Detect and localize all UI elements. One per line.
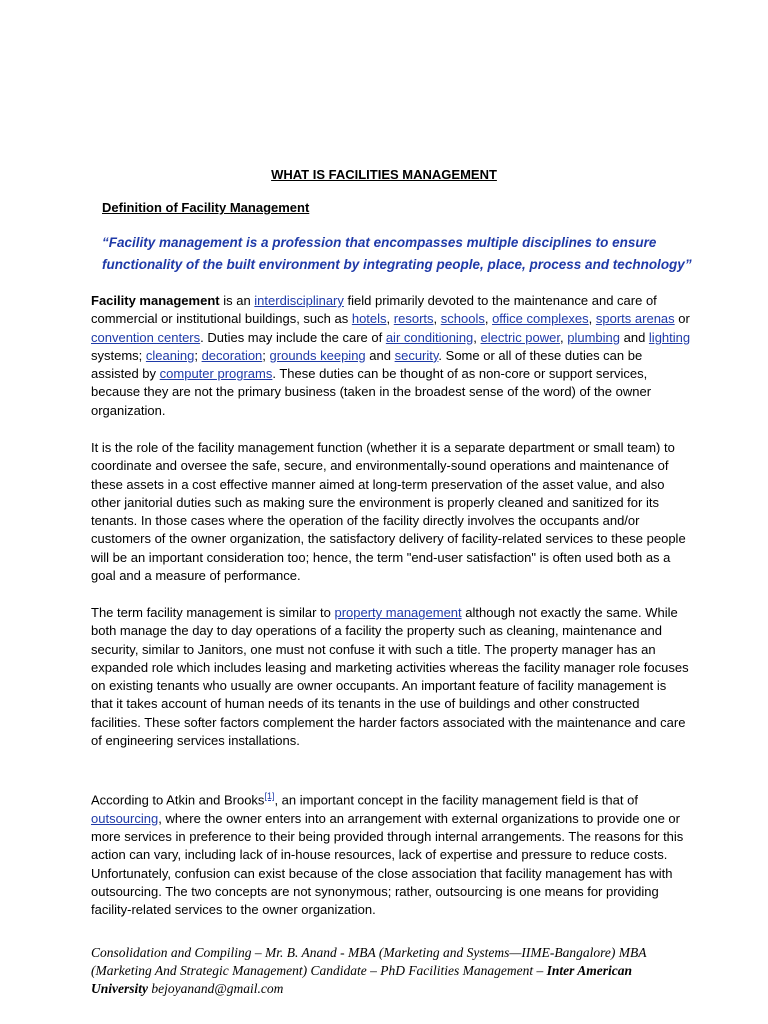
link-electric-power[interactable]: electric power [480,329,560,345]
paragraph-1 [91,292,691,420]
text-run: The term facility management is similar to [91,605,335,620]
text-run: . Duties may include the care of [200,329,386,345]
text-run: . Some or all of these duties can be assisted by [91,347,643,382]
text-run: and [620,329,649,345]
link-convention-centers[interactable]: convention centers [91,329,201,345]
text-run: or [674,311,690,327]
link-cleaning[interactable]: cleaning [145,347,195,363]
page-title: WHAT IS FACILITIES MANAGEMENT [271,167,497,182]
text-run: ; [262,347,270,363]
paragraph-4 [91,787,691,919]
link-hotels[interactable]: hotels [351,311,387,327]
definition-heading: Definition of Facility Management [102,200,310,215]
text-run: and [365,347,395,363]
text-run: , an important concept in the facility management field is that of [274,792,638,808]
text-run: , [386,311,394,327]
paragraph-3 [91,604,691,750]
link-property-management[interactable]: property management [334,605,462,620]
paragraph-2: It is the role of the facility management function (whether it is a separate department or small team) to coordinate and oversee the safe, secure, and environmentally-sound operations and maintenance of these assets in a cost effective manner aimed at long-term preservation of the asset value, and also other janitorial duties such as making sure the environment is properly cleaned and sanitized for its tenants. In those cases where the operation of the facility directly involves the occupants and/or customers of the owner organization, the satisfactory delivery of facility-related services to these people will be an important consideration too; hence, the term "end-user satisfaction" is often used both as a goal and a measure of performance. [91,440,686,584]
link-computer-programs[interactable]: computer programs [159,366,273,382]
text-run: systems; [91,347,146,363]
credit-text: Consolidation and Compiling – Mr. B. Anand - MBA (Marketing and Systems—IIME-Bangalore) MBA (Marketing And Strategic Management) Candidate – PhD Facilities Management – [91,945,647,978]
text-run: , [473,329,481,345]
author-email: bejoyanand@gmail.com [148,981,284,996]
text-run: ; [194,347,202,363]
link-grounds-keeping[interactable]: grounds keeping [269,347,366,363]
text-run: . These duties can be thought of as non-core or support services, because they are not the primary business (taken in the broadest sense of the word) of the owner organization. [91,366,652,418]
text-run: , [560,329,568,345]
link-office-complexes[interactable]: office complexes [492,311,589,327]
link-outsourcing[interactable]: outsourcing [91,810,159,826]
term-facility-management: Facility management [91,293,220,308]
text-run: , where the owner enters into an arrangement with external organizations to provide one or more services in preference to their being provided through internal arrangements. The reasons for this action can vary, including lack of in-house resources, lack of expertise and pressure to reduce costs. Unfortunately, confusion can exist because of the close association that facility management has with outsourcing. The two concepts are not synonymous; rather, outsourcing is one means for providing facility-related services to the owner organization. [91,810,684,918]
link-lighting[interactable]: lighting [648,329,691,345]
reference-superscript [264,790,274,802]
text-run: , [484,311,493,327]
link-schools[interactable]: schools [440,311,485,327]
link-sports-arenas[interactable]: sports arenas [595,311,675,327]
link-security[interactable]: security [394,347,439,363]
link-reference-1[interactable]: [1] [264,791,275,801]
text-run: , [588,311,596,327]
definition-quote: “Facility management is a profession that encompasses multiple disciplines to ensure functionality of the built environment by integrating people, place, process and technology” [102,235,692,272]
text-run: According to Atkin and Brooks [91,792,265,808]
link-interdisciplinary[interactable]: interdisciplinary [254,293,344,308]
link-air-conditioning[interactable]: air conditioning [385,329,474,345]
text-run: , [433,311,441,327]
link-decoration[interactable]: decoration [201,347,263,363]
text-run: although not exactly the same. While both manage the day to day operations of a facility the property such as cleaning, maintenance and security, similar to Janitors, one must not confuse it with such a title. The property manager has an expanded role which includes leasing and marketing activities whereas the facility manager role focuses on existing tenants who usually are owner occupants. An important feature of facility management is that it takes account of human needs of its tenants in the use of buildings and other constructed facilities. These softer factors complement the harder factors associated with the maintenance and care of engineering services installations. [91,605,689,749]
text-run: is an [219,293,255,308]
university-name: Inter American University [91,963,633,996]
author-credit [91,944,691,998]
link-plumbing[interactable]: plumbing [567,329,620,345]
text-run: field primarily devoted to the maintenance and care of commercial or institutional buildings, such as [91,293,657,327]
link-resorts[interactable]: resorts [393,311,434,327]
